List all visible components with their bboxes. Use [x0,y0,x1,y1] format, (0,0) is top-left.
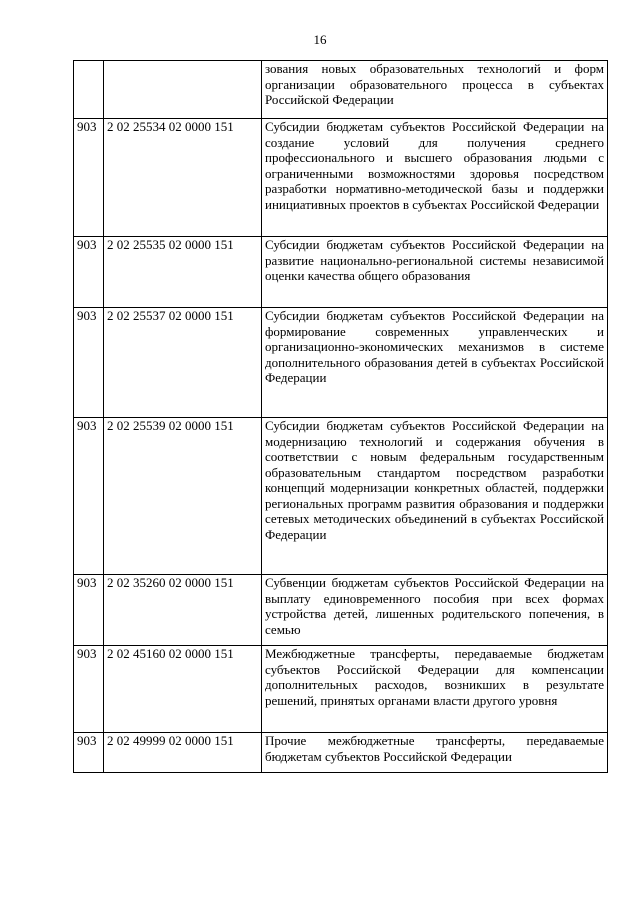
table-row [74,119,608,237]
table-row [74,575,608,646]
table-row [74,646,608,733]
table-row [74,237,608,308]
revenue-description-cell: Субсидии бюджетам субъектов Российской Федерации на создание условий для получения среднего профессионального и высшего образования людьми с ограниченными возможностями здоровья посредством разработки нормативно-методической базы и поддержки инициативных проектов в субъектах Российской Федерации [262,119,608,237]
admin-code-cell: 903 [74,237,104,308]
admin-code-cell [74,61,104,119]
budget-code-cell: 2 02 49999 02 0000 151 [104,733,262,773]
budget-code-cell: 2 02 25539 02 0000 151 [104,418,262,575]
admin-code-cell: 903 [74,308,104,418]
budget-code-cell: 2 02 25537 02 0000 151 [104,308,262,418]
budget-code-cell: 2 02 45160 02 0000 151 [104,646,262,733]
budget-classification-table [73,60,608,773]
budget-code-cell: 2 02 25535 02 0000 151 [104,237,262,308]
revenue-description-cell: Межбюджетные трансферты, передаваемые бюджетам субъектов Российской Федерации для компенсации дополнительных расходов, возникших в результате решений, принятых органами власти другого уровня [262,646,608,733]
admin-code-cell: 903 [74,119,104,237]
page-number: 16 [313,32,327,47]
budget-code-cell: 2 02 35260 02 0000 151 [104,575,262,646]
table-row [74,308,608,418]
table-row [74,733,608,773]
admin-code-cell: 903 [74,418,104,575]
admin-code-cell: 903 [74,575,104,646]
table-row [74,418,608,575]
revenue-description-cell: Субсидии бюджетам субъектов Российской Федерации на формирование современных управленческих и организационно-экономических механизмов в системе дополнительного образования детей в субъектах Российской Федерации [262,308,608,418]
table-row [74,61,608,119]
admin-code-cell: 903 [74,733,104,773]
revenue-description-cell: зования новых образовательных технологий и форм организации образовательного процесса в субъектах Российской Федерации [262,61,608,119]
revenue-description-cell: Субсидии бюджетам субъектов Российской Федерации на развитие национально-региональной системы независимой оценки качества общего образования [262,237,608,308]
budget-code-cell: 2 02 25534 02 0000 151 [104,119,262,237]
revenue-description-cell: Прочие межбюджетные трансферты, передаваемые бюджетам субъектов Российской Федерации [262,733,608,773]
revenue-description-cell: Субсидии бюджетам субъектов Российской Федерации на модернизацию технологий и содержания обучения в соответствии с новым федеральным государственным образовательным стандартом посредством разработки концепций модернизации конкретных областей, поддержки региональных программ развития образования и поддержки сетевых методических объединений в субъектах Российской Федерации [262,418,608,575]
admin-code-cell: 903 [74,646,104,733]
budget-code-cell [104,61,262,119]
revenue-description-cell: Субвенции бюджетам субъектов Российской Федерации на выплату единовременного пособия при всех формах устройства детей, лишенных родительского попечения, в семью [262,575,608,646]
